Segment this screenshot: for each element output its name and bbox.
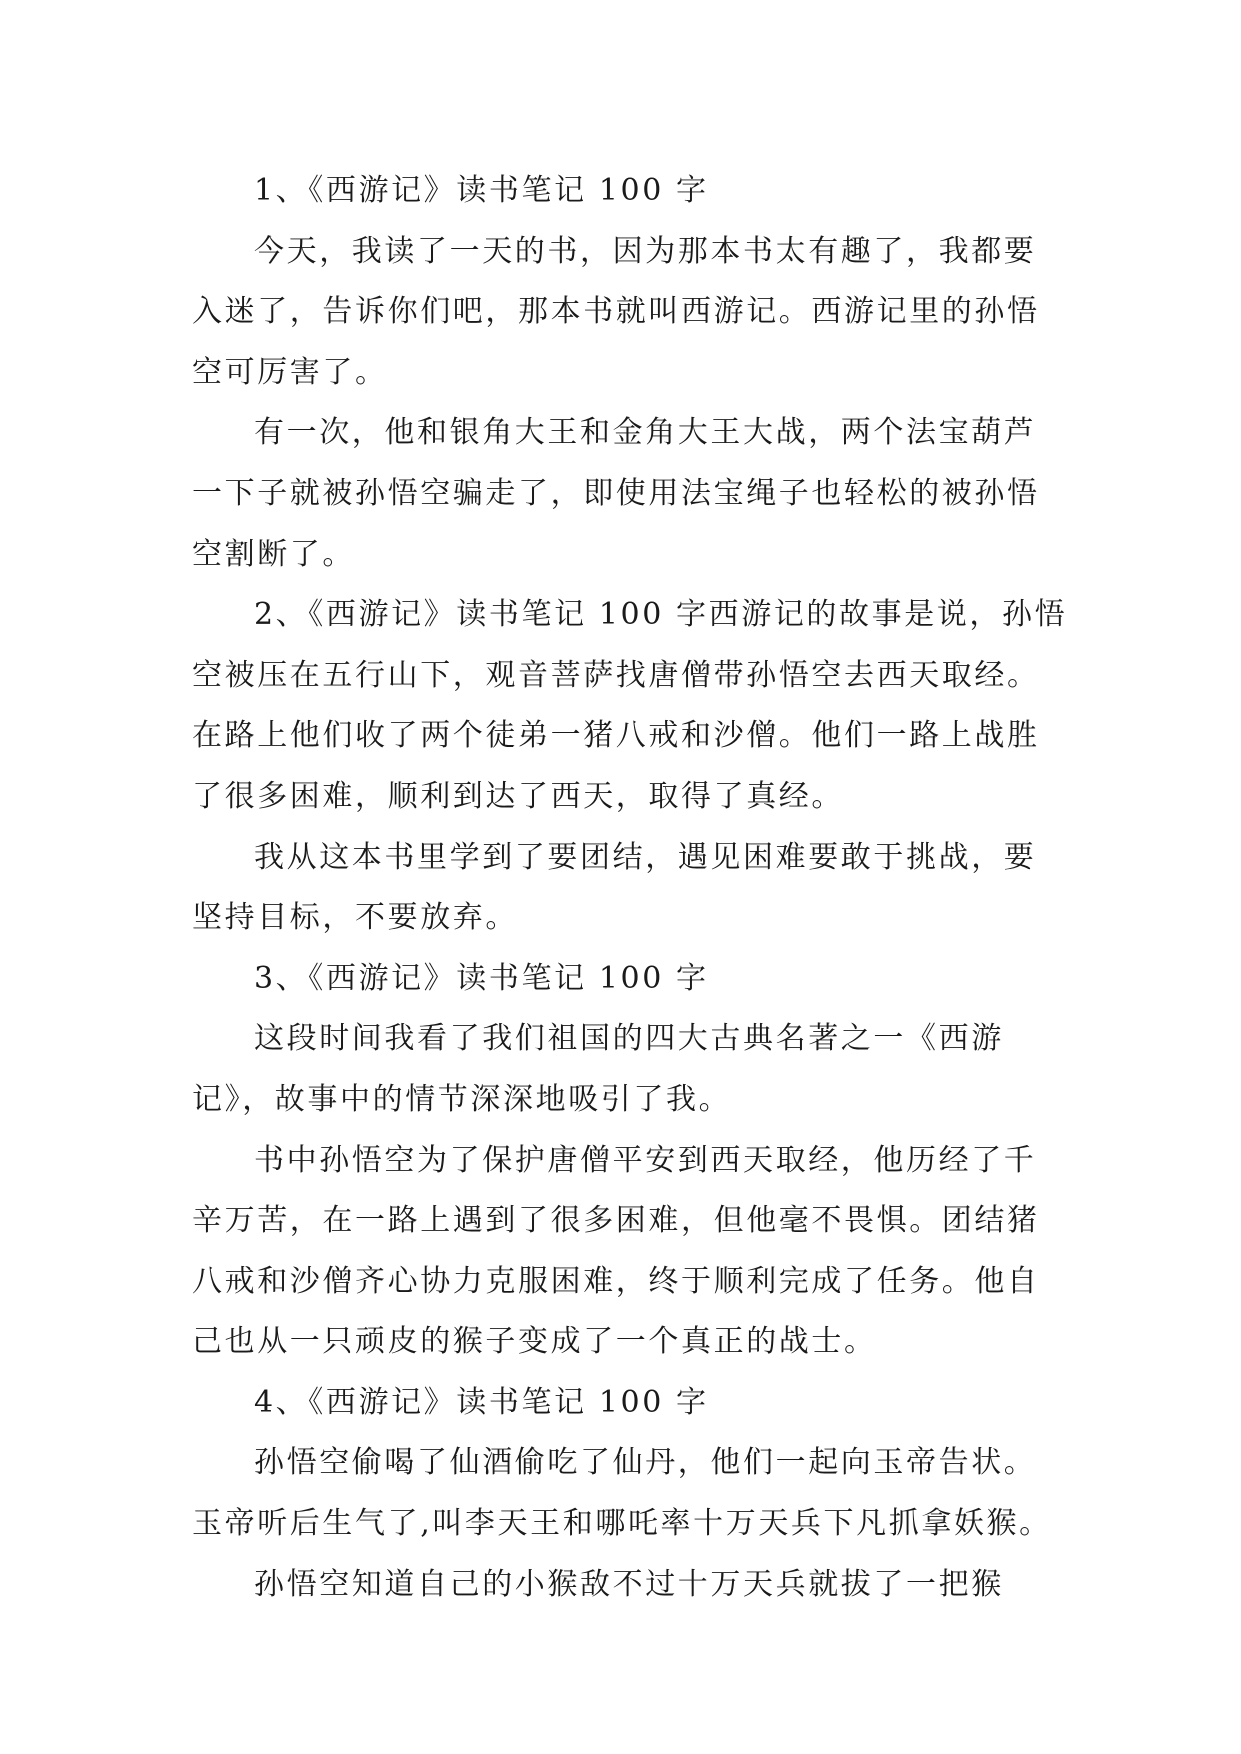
- text-line: 3、《西游记》读书笔记 100 字: [254, 960, 709, 996]
- text-line: 入迷了，告诉你们吧，那本书就叫西游记。西游记里的孙悟: [192, 294, 1040, 330]
- document-body: [192, 161, 1072, 1615]
- text-line: 空割断了。: [192, 536, 355, 572]
- text-line: 我从这本书里学到了要团结，遇见困难要敢于挑战，要: [254, 839, 1037, 875]
- text-line: 空被压在五行山下，观音菩萨找唐僧带孙悟空去西天取经。: [192, 657, 1040, 693]
- text-line: 了很多困难，顺利到达了西天，取得了真经。: [192, 778, 844, 814]
- text-line: 八戒和沙僧齐心协力克服困难，终于顺利完成了任务。他自: [192, 1263, 1040, 1299]
- text-line: 孙悟空知道自己的小猴敌不过十万天兵就拔了一把猴: [254, 1566, 1004, 1602]
- text-line: 己也从一只顽皮的猴子变成了一个真正的战士。: [192, 1324, 877, 1360]
- text-line: 2、《西游记》读书笔记 100 字西游记的故事是说，孙悟: [254, 597, 1068, 633]
- text-line: 1、《西游记》读书笔记 100 字: [254, 173, 709, 208]
- text-line: 玉帝听后生气了,叫李天王和哪吒率十万天兵下凡抓拿妖猴。: [192, 1506, 1052, 1542]
- text-line: 孙悟空偷喝了仙酒偷吃了仙丹，他们一起向玉帝告状。: [254, 1445, 1037, 1481]
- text-line: 记》，故事中的情节深深地吸引了我。: [192, 1081, 732, 1117]
- text-line: 有一次，他和银角大王和金角大王大战，两个法宝葫芦: [254, 415, 1037, 451]
- text-line: 坚持目标，不要放弃。: [192, 900, 518, 936]
- text-line: 书中孙悟空为了保护唐僧平安到西天取经，他历经了千: [254, 1142, 1037, 1178]
- text-line: 4、《西游记》读书笔记 100 字: [254, 1384, 709, 1420]
- text-line: 空可厉害了。: [192, 354, 388, 390]
- text-line: 辛万苦，在一路上遇到了很多困难，但他毫不畏惧。团结猪: [192, 1203, 1040, 1239]
- text-line: 今天，我读了一天的书，因为那本书太有趣了，我都要: [254, 233, 1037, 269]
- text-line: 在路上他们收了两个徒弟一猪八戒和沙僧。他们一路上战胜: [192, 718, 1040, 754]
- text-line: 一下子就被孙悟空骗走了，即使用法宝绳子也轻松的被孙悟: [192, 475, 1040, 511]
- text-line: 这段时间我看了我们祖国的四大古典名著之一《西游: [254, 1021, 1004, 1057]
